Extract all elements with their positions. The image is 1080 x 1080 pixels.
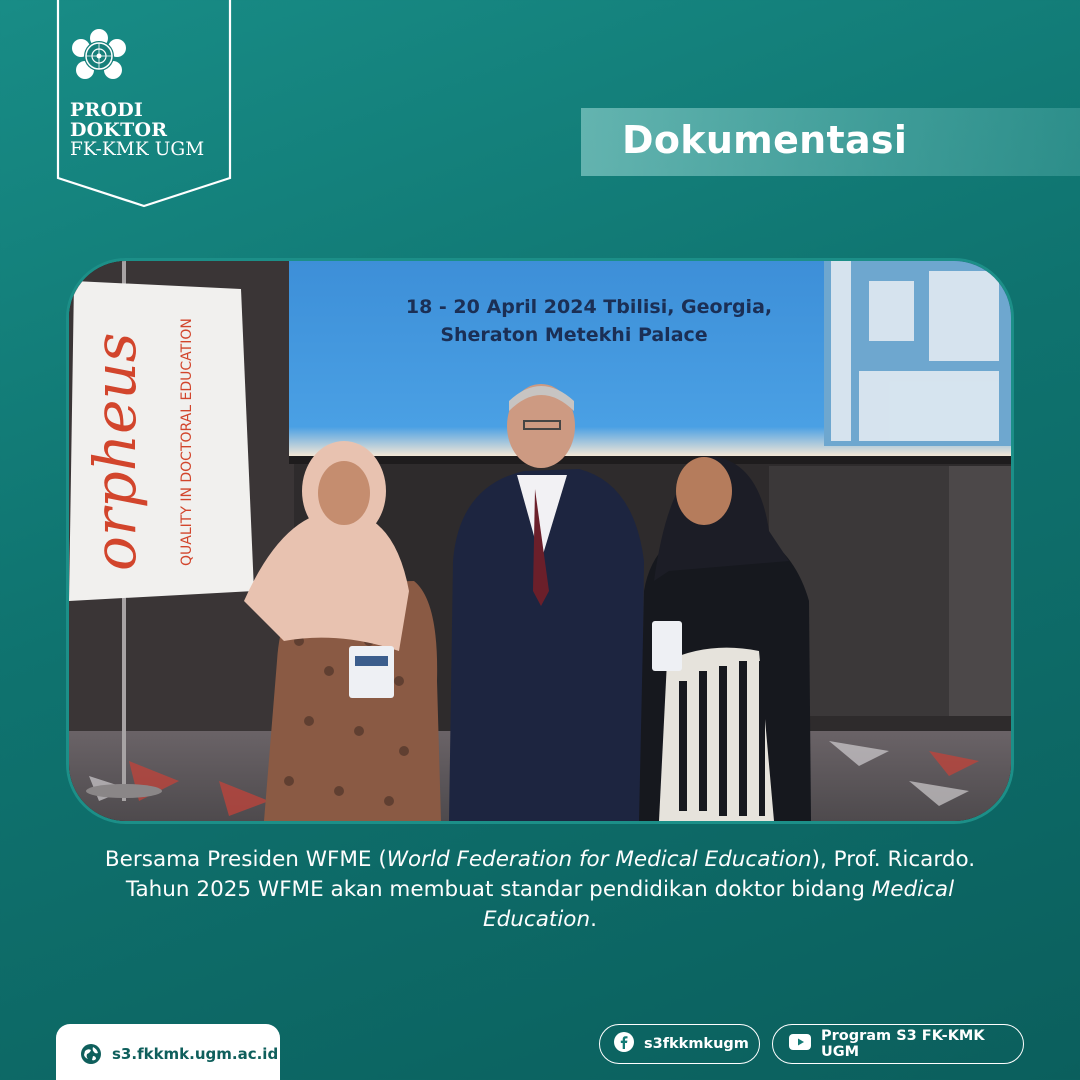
facebook-icon [614, 1032, 634, 1056]
caption-part-1: Bersama Presiden WFME ( [104, 847, 387, 872]
banner-tagline: QUALITY IN DOCTORAL EDUCATION [179, 318, 195, 566]
ugm-emblem-icon [69, 28, 129, 88]
youtube-link[interactable] [772, 1024, 1024, 1064]
screen-text-date: 18 - 20 April 2024 Tbilisi, Georgia, [405, 296, 773, 318]
caption-part-2: ), Prof. Ricardo. Tahun 2025 WFME akan membuat standar pendidikan doktor bidang [125, 847, 976, 902]
caption-part-3: . [590, 907, 597, 932]
caption-italic-2: Medical Education [483, 877, 955, 932]
screen-text-venue: Sheraton Metekhi Palace [440, 324, 708, 346]
caption-italic-1: World Federation for Medical Education [386, 847, 812, 872]
logo-line-doktor: DOKTOR [70, 119, 168, 141]
youtube-icon [789, 1034, 811, 1054]
logo-text [70, 100, 204, 160]
globe-icon [80, 1043, 102, 1065]
logo-line-fkkmk: FK-KMK UGM [70, 139, 205, 160]
facebook-link[interactable] [599, 1024, 760, 1064]
website-link[interactable] [56, 1024, 280, 1080]
facebook-text: s3fkkmkugm [644, 1036, 749, 1052]
page-title: Dokumentasi [622, 118, 908, 162]
logo-line-prodi: PRODI [70, 99, 143, 121]
website-text: s3.fkkmk.ugm.ac.id [112, 1045, 279, 1063]
youtube-text: Program S3 FK-KMK UGM [821, 1028, 985, 1060]
photo-caption [80, 845, 1000, 935]
title-banner [581, 108, 1080, 176]
logo-badge [56, 0, 232, 210]
documentation-photo [66, 258, 1014, 824]
banner-brand: orpheus [81, 332, 149, 571]
